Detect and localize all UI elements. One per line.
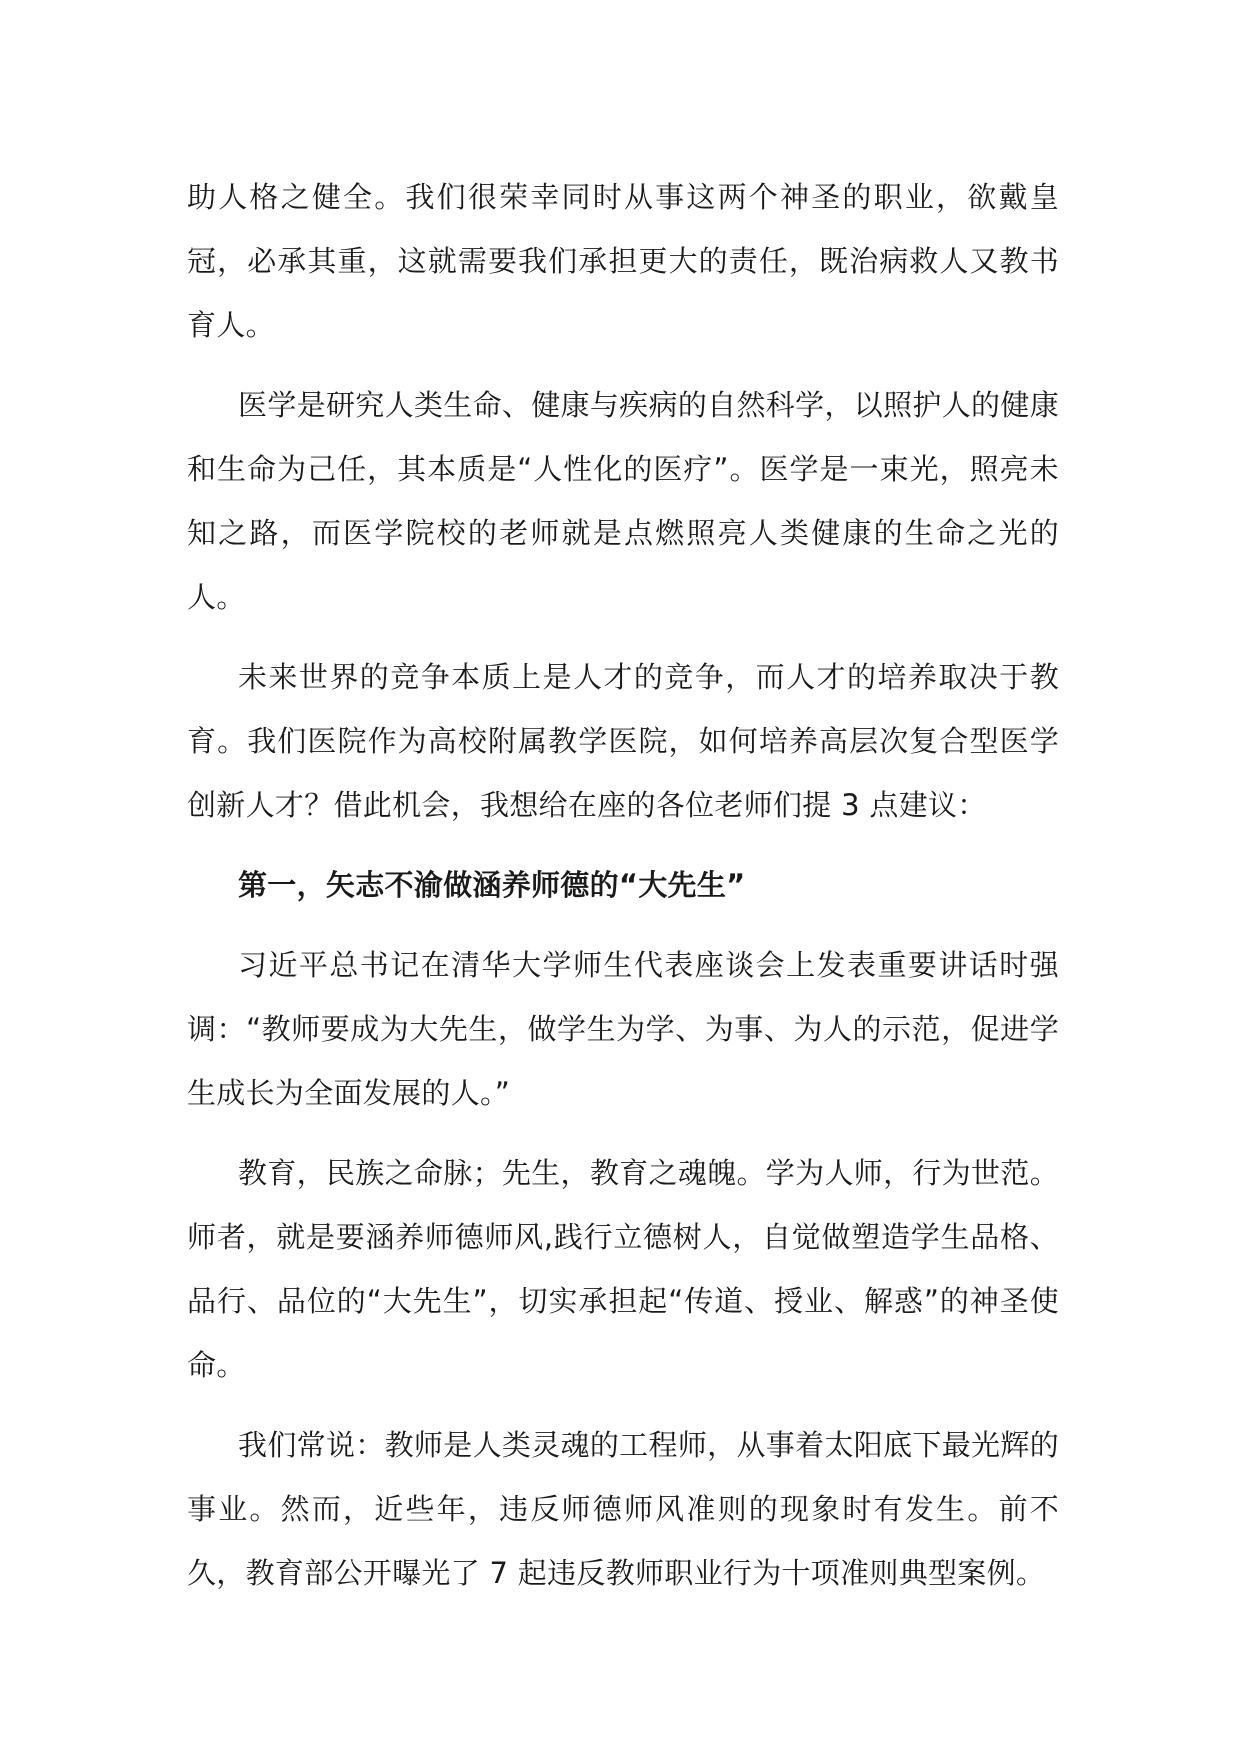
paragraph-1: 助人格之健全。我们很荣幸同时从事这两个神圣的职业，欲戴皇冠，必承其重，这就需要我们承担更大的责任，既治病救人又教书育人。 [187,180,1059,342]
document-body [187,165,1059,1621]
paragraph-3: 未来世界的竞争本质上是人才的竞争，而人才的培养取决于教育。我们医院作为高校附属教学医院，如何培养高层次复合型医学创新人才？借此机会，我想给在座的各位老师们提 3 点建议： [187,660,1059,822]
section-heading-1: 第一，矢志不渝做涵养师德的“大先生” [238,868,746,902]
paragraph-5: 教育，民族之命脉；先生，教育之魂魄。学为人师，行为世范。师者，就是要涵养师德师风,践行立德树人，自觉做塑造学生品格、品行、品位的“大先生”，切实承担起“传道、授业、解惑”的神圣使命。 [187,1156,1059,1382]
paragraph-4: 习近平总书记在清华大学师生代表座谈会上发表重要讲话时强调：“教师要成为大先生，做学生为学、为事、为人的示范，促进学生成长为全面发展的人。” [187,948,1059,1110]
paragraph-6: 我们常说：教师是人类灵魂的工程师，从事着太阳底下最光辉的事业。然而，近些年，违反师德师风准则的现象时有发生。前不久，教育部公开曝光了 7 起违反教师职业行为十项准则典型案例。 [187,1428,1059,1590]
paragraph-2: 医学是研究人类生命、健康与疾病的自然科学，以照护人的健康和生命为己任，其本质是“人性化的医疗”。医学是一束光，照亮未知之路，而医学院校的老师就是点燃照亮人类健康的生命之光的人。 [187,388,1059,614]
